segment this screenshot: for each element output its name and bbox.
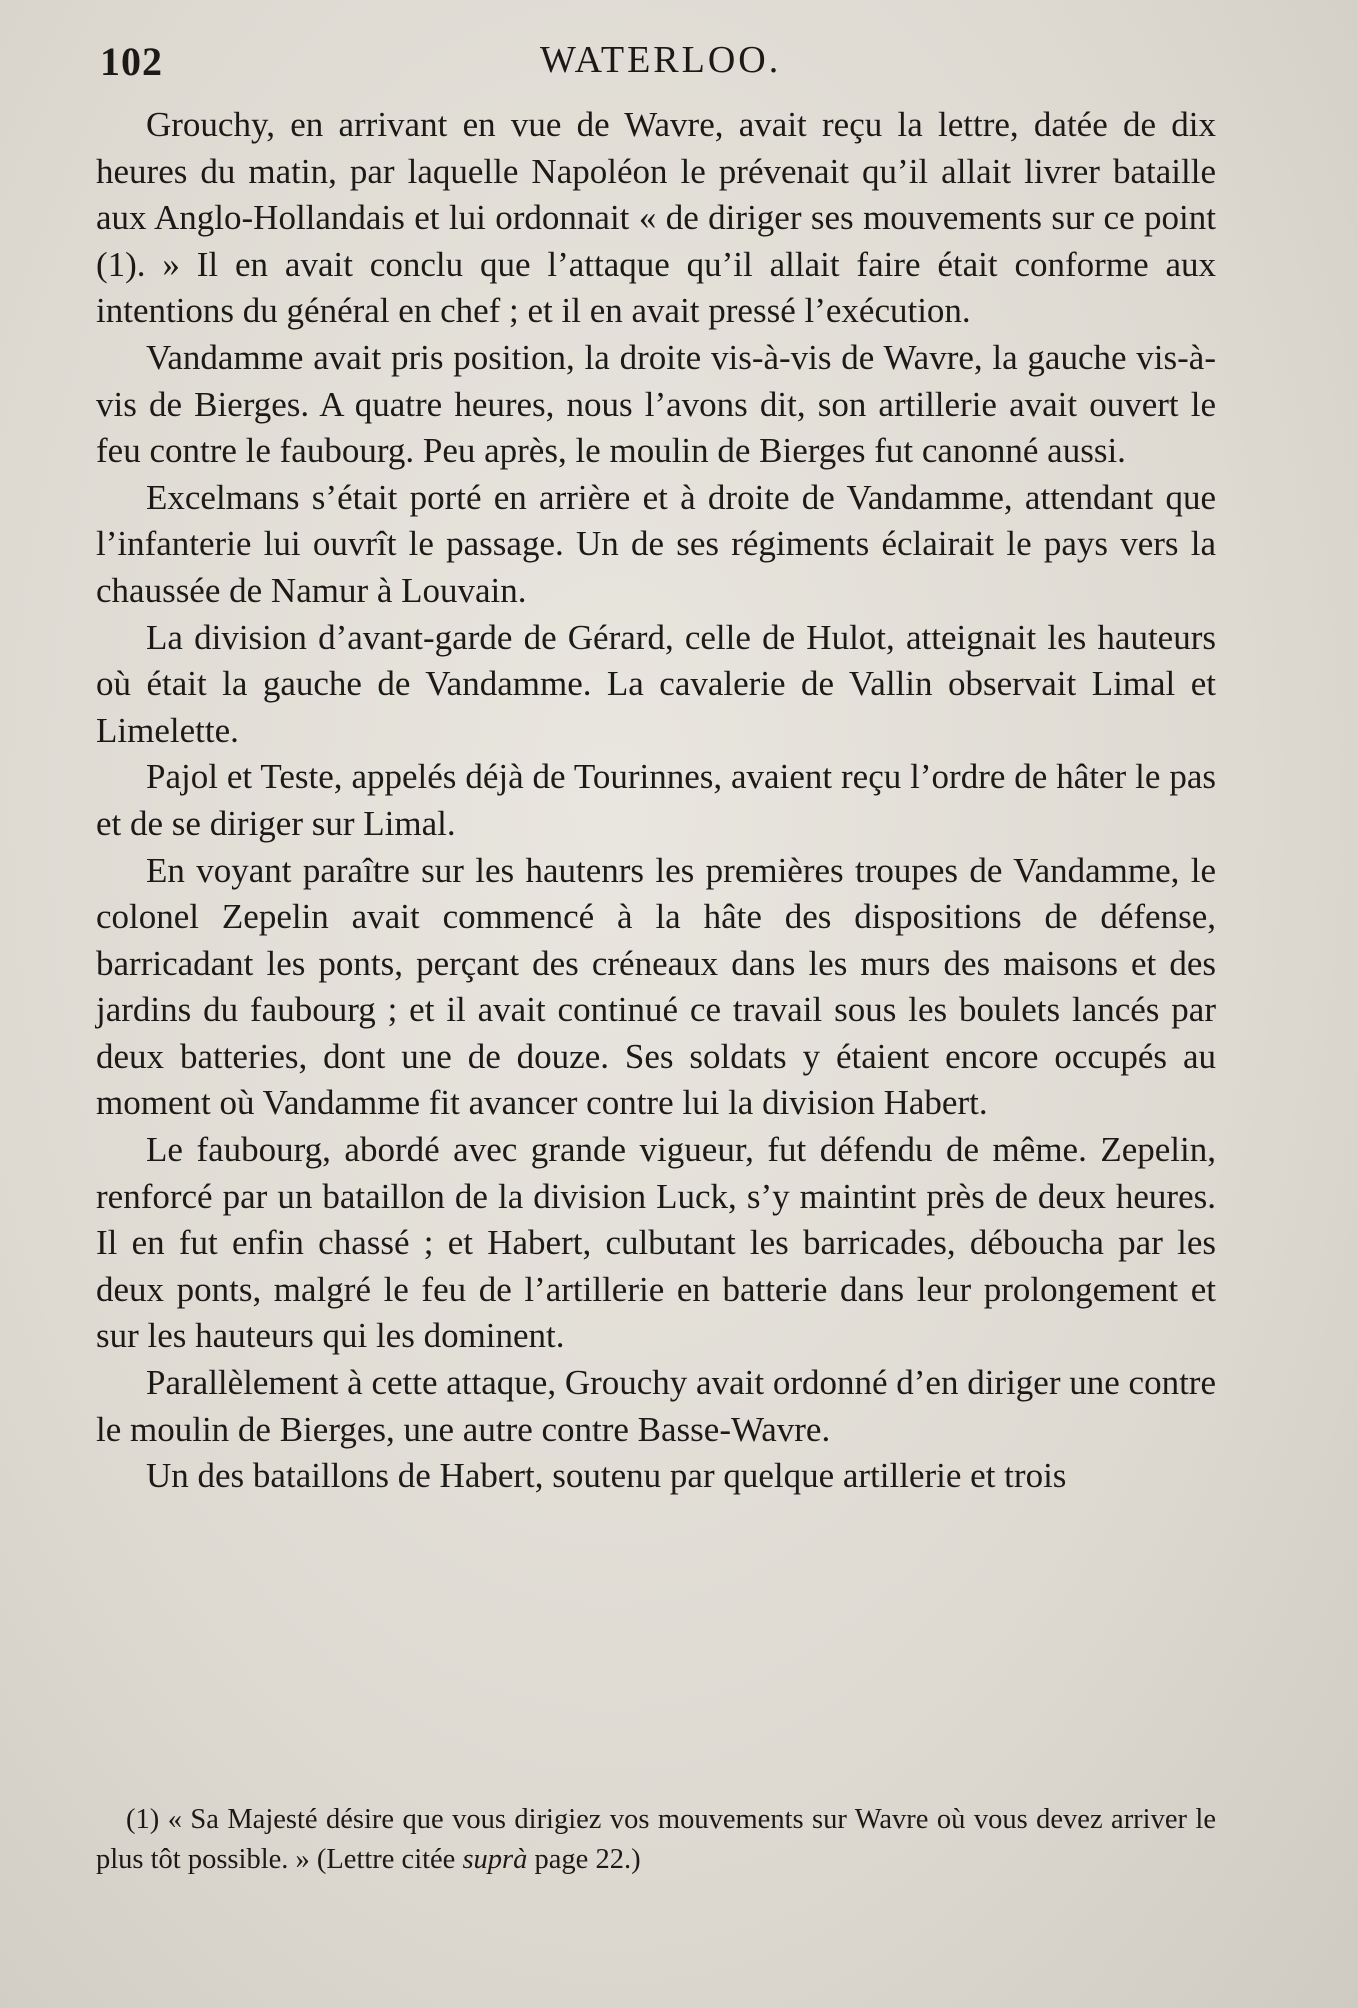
paragraph: Grouchy, en arrivant en vue de Wavre, avait reçu la lettre, datée de dix heures du matin, par laquelle Napoléon le prévenait qu’il allait livrer bataille aux Anglo-Hollandais et lui ordonnait « de diriger ses mouvements sur ce point (1). » Il en avait conclu que l’attaque qu’il allait faire était conforme aux intentions du général en chef ; et il en avait pressé l’exécution.	[96, 105, 1216, 331]
paragraph: Le faubourg, abordé avec grande vigueur, fut défendu de même. Zepelin, renforcé par un bataillon de la division Luck, s’y maintint près de deux heures. Il en fut enfin chassé ; et Habert, culbutant les barricades, déboucha par les deux ponts, malgré le feu de l’artillerie en batterie dans leur prolongement et sur les hauteurs qui les dominent.	[96, 1130, 1216, 1356]
paragraph: En voyant paraître sur les hautenrs les premières troupes de Vandamme, le colonel Zepelin avait commencé à la hâte des dispositions de défense, barricadant les ponts, perçant des créneaux dans les murs des maisons et des jardins du faubourg ; et il avait continué ce travail sous les boulets lancés par deux batteries, dont une de douze. Ses soldats y étaient encore occupés au moment où Vandamme fit avancer contre lui la division Habert.	[96, 850, 1216, 1123]
page-header	[100, 38, 1210, 98]
paragraph: Pajol et Teste, appelés déjà de Tourinnes, avaient reçu l’ordre de hâter le pas et de se diriger sur Limal.	[96, 757, 1216, 843]
footnote-italic: suprà	[462, 1844, 528, 1875]
footnote-text: « Sa Majesté désire que vous dirigiez vos mouvements sur Wavre où vous devez arriver le plus tôt possible. » (Lettre citée	[96, 1804, 1217, 1875]
paragraph: Vandamme avait pris position, la droite vis-à-vis de Wavre, la gauche vis-à-vis de Bierges. A quatre heures, nous l’avons dit, son artillerie avait ouvert le feu contre le faubourg. Peu après, le moulin de Bierges fut canonné aussi.	[96, 337, 1216, 471]
paragraph: Excelmans s’était porté en arrière et à droite de Vandamme, attendant que l’infanterie lui ouvrît le passage. Un de ses régiments éclairait le pays vers la chaussée de Namur à Louvain.	[96, 477, 1216, 610]
paragraph: La division d’avant-garde de Gérard, celle de Hulot, atteignait les hauteurs où était la gauche de Vandamme. La cavalerie de Vallin observait Limal et Limelette.	[96, 617, 1216, 750]
footnote	[96, 1800, 1216, 1880]
page-number: 102	[100, 39, 163, 84]
paragraph: Parallèlement à cette attaque, Grouchy avait ordonné d’en diriger une contre le moulin de Bierges, une autre contre Basse-Wavre.	[96, 1363, 1216, 1449]
running-title: WATERLOO.	[540, 39, 782, 81]
paragraph: Un des bataillons de Habert, soutenu par quelque artillerie et trois	[146, 1456, 1067, 1496]
footnote-text-end: page 22.)	[527, 1844, 641, 1875]
body-text	[96, 102, 1216, 1500]
footnote-marker: (1)	[126, 1804, 168, 1835]
